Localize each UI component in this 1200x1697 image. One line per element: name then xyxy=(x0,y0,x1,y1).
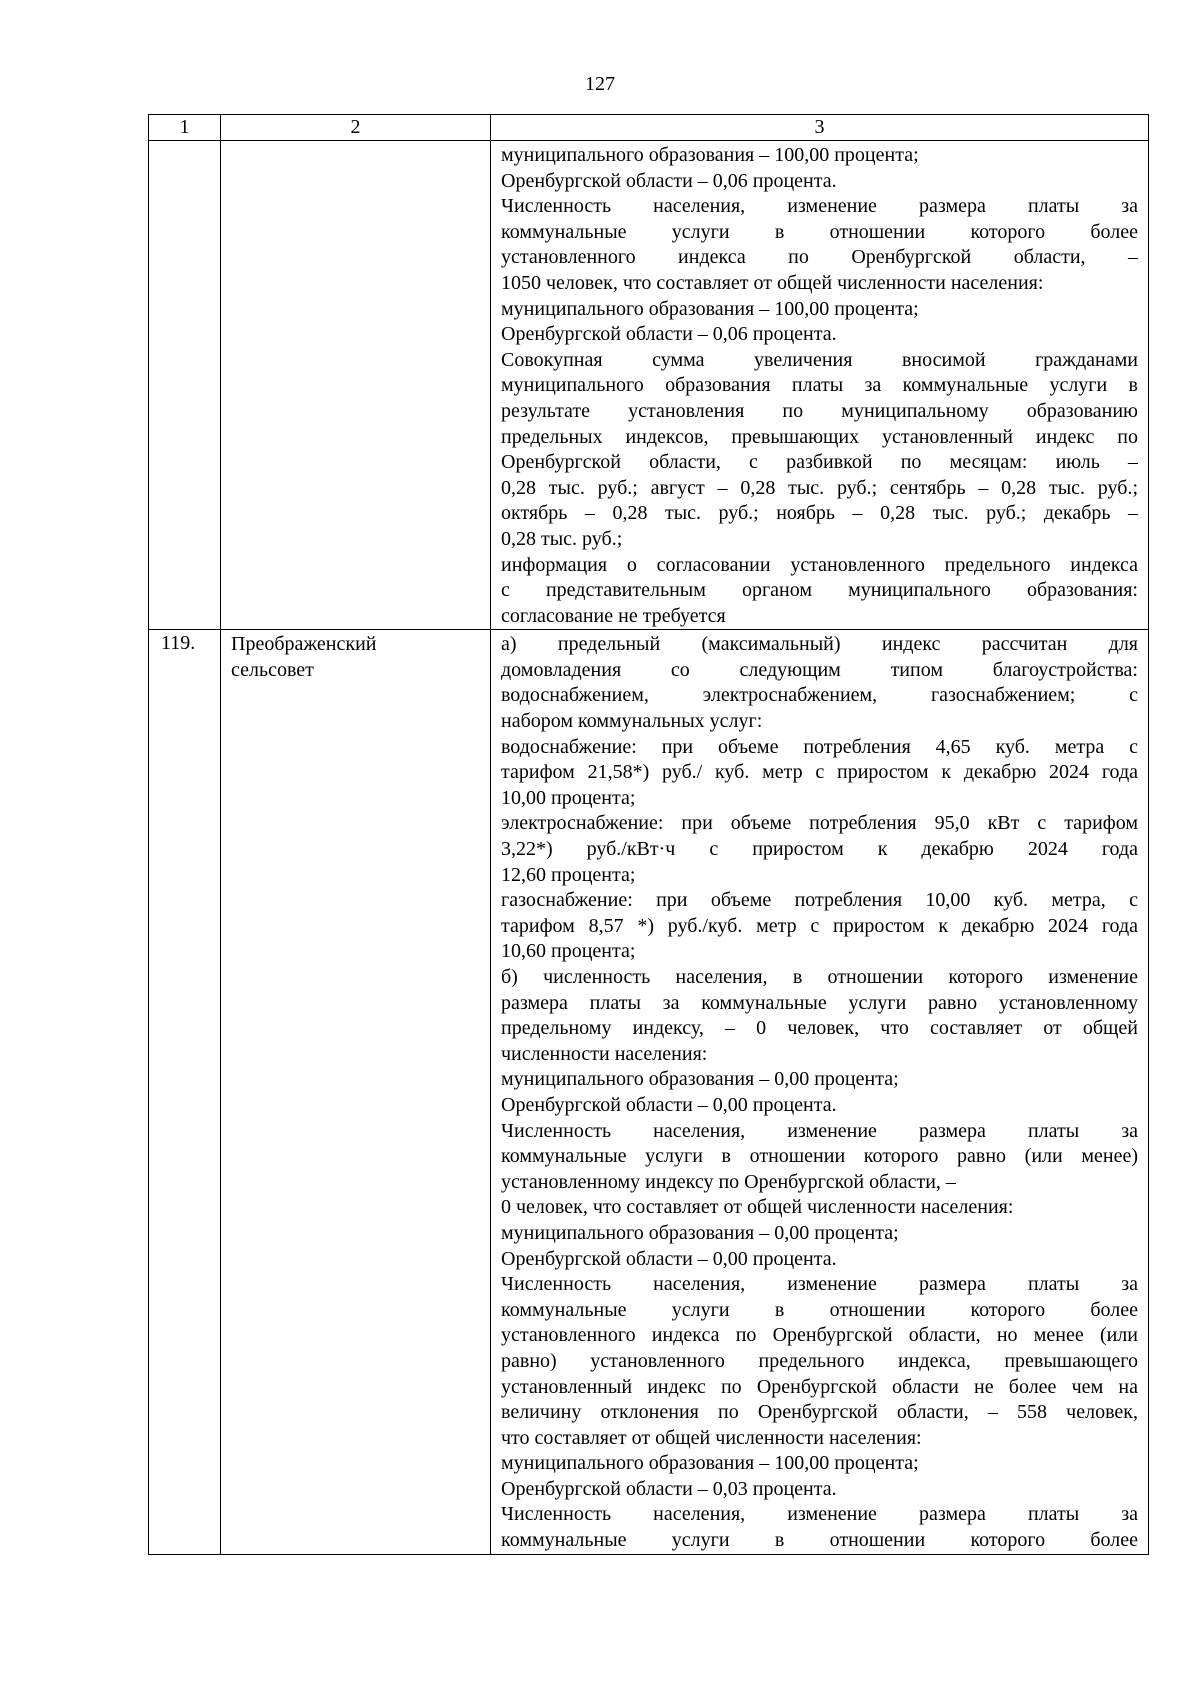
text-line: величину отклонения по Оренбургской области, – 558 человек, xyxy=(501,1401,1138,1424)
text-line: муниципального образования – 100,00 процента; xyxy=(501,144,919,166)
text-line: 12,60 процента; xyxy=(501,863,636,886)
text-line: Оренбургской области – 0,00 процента. xyxy=(501,1093,837,1116)
text-line: информация о согласовании установленного предельного индекса xyxy=(501,553,1138,576)
municipality-cell xyxy=(221,630,491,1554)
text-line: Численность населения, изменение размера платы за xyxy=(501,1503,1138,1526)
text-line: домовладения со следующим типом благоустройства: xyxy=(501,658,1138,681)
description-cell xyxy=(491,141,1149,630)
text-line: Численность населения, изменение размера платы за xyxy=(501,1119,1138,1142)
text-line: газоснабжение: при объеме потребления 10,00 куб. метра, с xyxy=(501,889,1138,912)
text-line: муниципального образования – 100,00 процента; xyxy=(501,1452,919,1475)
text-line: предельному индексу, – 0 человек, что составляет от общей xyxy=(501,1017,1138,1040)
text-line: с представительным органом муниципального образования: xyxy=(501,579,1138,602)
text-line: Совокупная сумма увеличения вносимой гражданами xyxy=(501,348,1138,371)
text-line: водоснабжение: при объеме потребления 4,65 куб. метра с xyxy=(501,735,1138,758)
text-line: коммунальные услуги в отношении которого более xyxy=(501,220,1138,243)
text-line: 1050 человек, что составляет от общей численности населения: xyxy=(501,271,1044,294)
table-row-119 xyxy=(149,630,1149,1554)
municipality-cell xyxy=(221,141,491,630)
municipality-name-line: Преображенский xyxy=(231,633,377,656)
text-line: тарифом 8,57 *) руб./куб. метр с приростом к декабрю 2024 года xyxy=(501,914,1138,937)
text-line: 10,00 процента; xyxy=(501,786,636,809)
text-line: коммунальные услуги в отношении которого более xyxy=(501,1529,1138,1552)
text-line: муниципального образования платы за коммунальные услуги в xyxy=(501,374,1138,397)
text-line: Численность населения, изменение размера платы за xyxy=(501,1273,1138,1296)
text-line: установленного индекса по Оренбургской области, но менее (или xyxy=(501,1324,1138,1347)
text-line: Оренбургской области – 0,00 процента. xyxy=(501,1247,837,1270)
text-line: Численность населения, изменение размера платы за xyxy=(501,195,1138,218)
header-col-3: 3 xyxy=(491,115,1149,141)
text-line: предельных индексов, превышающих установленный индекс по xyxy=(501,425,1138,448)
page-number: 127 xyxy=(585,73,615,95)
municipality-text xyxy=(221,141,490,143)
text-line: 0,28 тыс. руб.; август – 0,28 тыс. руб.; сентябрь – 0,28 тыс. руб.; xyxy=(501,476,1138,499)
text-line: коммунальные услуги в отношении которого более xyxy=(501,1298,1138,1321)
text-line: Оренбургской области, с разбивкой по месяцам: июль – xyxy=(501,451,1138,474)
text-line: установленному индексу по Оренбургской области, – xyxy=(501,1170,956,1193)
text-line: муниципального образования – 0,00 процента; xyxy=(501,1221,899,1244)
table-row-continuation xyxy=(149,141,1149,630)
row-number-text: 119. xyxy=(161,632,196,655)
text-line: муниципального образования – 100,00 процента; xyxy=(501,297,919,320)
row-number-cell xyxy=(149,630,221,1554)
text-line: 0,28 тыс. руб.; xyxy=(501,527,623,550)
text-line: октябрь – 0,28 тыс. руб.; ноябрь – 0,28 тыс. руб.; декабрь – xyxy=(501,502,1138,525)
text-line: б) численность населения, в отношении которого изменение xyxy=(501,966,1138,988)
row-number-cell xyxy=(149,141,221,630)
description-cell xyxy=(491,630,1149,1554)
text-line: водоснабжением, электроснабжением, газоснабжением; с xyxy=(501,684,1138,707)
text-line: размера платы за коммунальные услуги равно установленному xyxy=(501,991,1138,1014)
text-line: численности населения: xyxy=(501,1042,708,1065)
table-header-row xyxy=(149,115,1149,141)
text-line: тарифом 21,58*) руб./ куб. метр с приростом к декабрю 2024 года xyxy=(501,761,1138,784)
text-line: 10,60 процента; xyxy=(501,940,636,963)
text-line: что составляет от общей численности населения: xyxy=(501,1426,922,1449)
text-line: коммунальные услуги в отношении которого равно (или менее) xyxy=(501,1145,1138,1168)
row-number-text xyxy=(149,141,220,143)
text-line: Оренбургской области – 0,06 процента. xyxy=(501,323,837,346)
text-line: 0 человек, что составляет от общей численности населения: xyxy=(501,1196,1014,1219)
header-col-2: 2 xyxy=(221,115,491,141)
header-col-1: 1 xyxy=(149,115,221,141)
text-line: набором коммунальных услуг: xyxy=(501,710,763,733)
description-text xyxy=(491,630,1148,1553)
text-line: муниципального образования – 0,00 процента; xyxy=(501,1068,899,1091)
text-line: равно) установленного предельного индекса, превышающего xyxy=(501,1349,1138,1372)
municipality-name-line: сельсовет xyxy=(231,658,314,681)
text-line: результате установления по муниципальному образованию xyxy=(501,399,1138,422)
text-line: 3,22*) руб./кВт·ч с приростом к декабрю 2024 года xyxy=(501,838,1138,861)
text-line: Оренбургской области – 0,03 процента. xyxy=(501,1477,837,1500)
text-line: Оренбургской области – 0,06 процента. xyxy=(501,169,837,192)
indices-table xyxy=(148,114,1149,1555)
municipality-text xyxy=(221,630,490,683)
text-line: согласование не требуется xyxy=(501,604,726,627)
text-line: а) предельный (максимальный) индекс рассчитан для xyxy=(501,633,1138,656)
text-line: установленного индекса по Оренбургской области, – xyxy=(501,246,1138,269)
text-line: установленный индекс по Оренбургской области не более чем на xyxy=(501,1375,1138,1398)
description-text xyxy=(491,141,1148,629)
text-line: электроснабжение: при объеме потребления 95,0 кВт с тарифом xyxy=(501,812,1138,835)
